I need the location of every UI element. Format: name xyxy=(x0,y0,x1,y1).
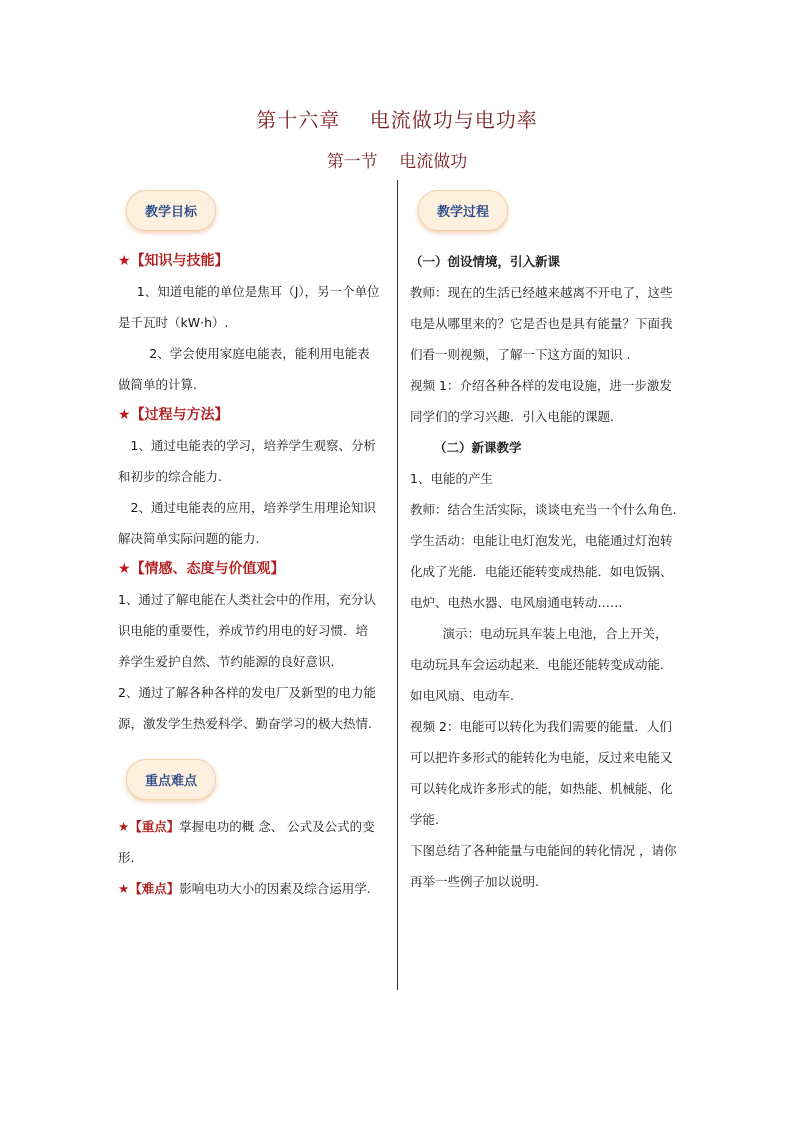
heading-text: 【知识与技能】 xyxy=(130,253,229,269)
key-point-text: 掌握电功的概 念、 公式及公式的变形. xyxy=(118,819,375,865)
list-item: 2、通过电能表的应用，培养学生用理论知识解决简单实际问题的能力. xyxy=(118,500,376,546)
paragraph: 演示：电动玩具车装上电池，合上开关，电动玩具车会运动起来．电能还能转变成动能．如电风扇、电动车. xyxy=(410,626,673,703)
right-column xyxy=(410,190,678,897)
list-item: 1、通过了解电能在人类社会中的作用，充分认识电能的重要性，养成节约用电的好习惯．培养学生爱护自然、节约能源的良好意识. xyxy=(118,592,376,669)
left-column xyxy=(118,190,380,904)
paragraph: 视频 1：介绍各种各样的发电设施，进一步激发同学们的学习兴趣．引入电能的课题. xyxy=(410,378,672,424)
list-item: 2、通过了解各种各样的发电厂及新型的电力能源，激发学生热爱科学、勤奋学习的极大热情. xyxy=(118,685,376,731)
teaching-process-badge: 教学过程 xyxy=(418,190,508,231)
star-icon: ★ xyxy=(118,561,131,577)
difficult-point: ★【难点】影响电功大小的因素及综合运用学. xyxy=(118,881,371,896)
chapter-title: 第十六章 电流做功与电功率 xyxy=(256,108,538,132)
difficult-point-label: 【难点】 xyxy=(129,881,180,896)
heading-text: 【情感、态度与价值观】 xyxy=(130,561,285,577)
key-point: ★【重点】掌握电功的概 念、 公式及公式的变形. xyxy=(118,819,375,865)
process-badge-wrap xyxy=(410,190,678,234)
column-divider xyxy=(397,180,398,990)
heading-text: 【过程与方法】 xyxy=(130,407,229,423)
list-item: 1、通过电能表的学习，培养学生观察、分析和初步的综合能力. xyxy=(118,438,376,484)
section-heading: （一）创设情境，引入新课 xyxy=(410,254,561,269)
list-item: 2、学会使用家庭电能表，能利用电能表做简单的计算. xyxy=(118,346,370,392)
key-difficult-points-badge: 重点难点 xyxy=(126,759,216,800)
emotion-values-heading xyxy=(118,554,380,584)
paragraph: 学生活动：电能让电灯泡发光，电能通过灯泡转化成了光能．电能还能转变成热能．如电饭锅、电炉、电热水器、电风扇通电转动…… xyxy=(410,533,673,610)
list-item: 1、知道电能的单位是焦耳（J），另一个单位是千瓦时（kW·h）. xyxy=(118,284,380,330)
process-method-heading xyxy=(118,400,380,430)
teaching-goals-badge: 教学目标 xyxy=(126,190,216,231)
paragraph: 视频 2：电能可以转化为我们需要的能量．人们可以把许多形式的能转化为电能，反过来电能又可以转化成许多形式的能，如热能、机械能、化学能. xyxy=(410,719,673,827)
paragraph: 1、电能的产生 xyxy=(410,471,493,486)
star-icon: ★ xyxy=(118,407,131,423)
star-icon: ★ xyxy=(118,253,131,269)
section-heading: （二）新课教学 xyxy=(434,440,522,455)
section-title: 第一节 电流做功 xyxy=(326,152,468,172)
key-point-label: 【重点】 xyxy=(129,819,180,834)
paragraph: 教师：结合生活实际，谈谈电充当一个什么角色. xyxy=(410,502,677,517)
paragraph: 下图总结了各种能量与电能间的转化情况 ，请你再举一些例子加以说明. xyxy=(410,843,677,889)
goals-badge-wrap xyxy=(118,190,380,234)
difficult-point-text: 影响电功大小的因素及综合运用学. xyxy=(179,881,371,896)
paragraph: 教师：现在的生活已经越来越离不开电了，这些电是从哪里来的？它是否也是具有能量？下面我们看一则视频，了解一下这方面的知识 . xyxy=(410,285,673,362)
knowledge-skills-heading xyxy=(118,246,380,276)
key-badge-wrap xyxy=(118,759,380,803)
